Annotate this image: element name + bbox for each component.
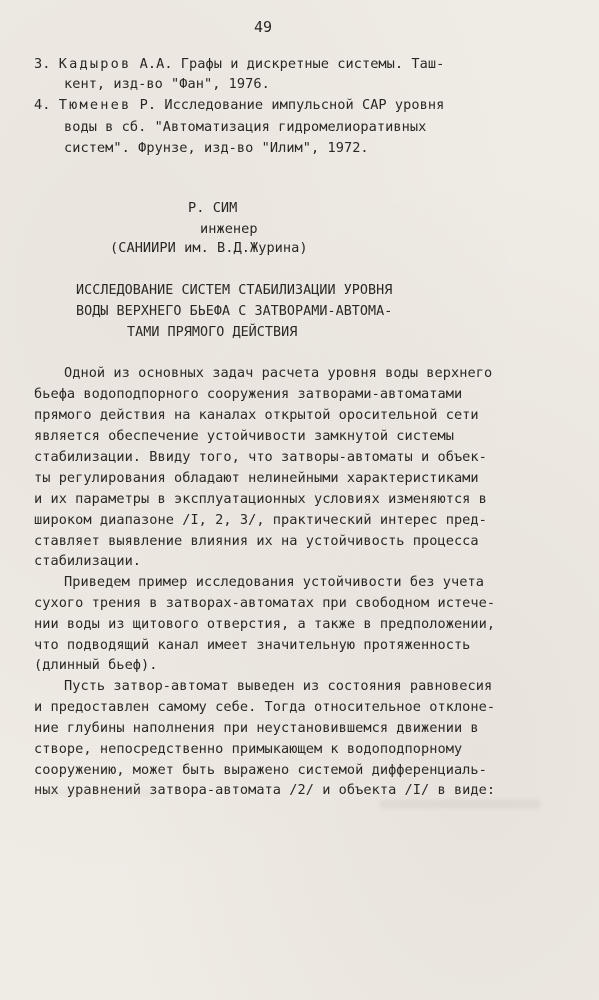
- paragraph-3-line: ние глубины наполнения при неустановившемся движении в: [34, 720, 479, 736]
- article-title-line-2: ВОДЫ ВЕРХНЕГО БЬЕФА С ЗАТВОРАМИ-АВТОМА-: [76, 304, 393, 319]
- reference-4-number: 4.: [34, 97, 51, 113]
- paragraph-1-line: Одной из основных задач расчета уровня воды верхнего: [64, 365, 493, 381]
- author-position: инженер: [200, 221, 258, 237]
- paragraph-3-line: и предоставлен самому себе. Тогда относительное отклоне-: [34, 699, 496, 715]
- reference-4-continuation-1: воды в сб. "Автоматизация гидромелиоративных: [64, 119, 427, 135]
- paragraph-2-line: Приведем пример исследования устойчивости без учета: [64, 574, 484, 590]
- reference-3-number: 3.: [34, 56, 51, 72]
- paragraph-3-line: ных уравнений затвора-автомата /2/ и объекта /I/ в виде:: [34, 782, 496, 798]
- paragraph-1-line: широком диапазоне /I, 2, 3/, практический интерес пред-: [34, 512, 487, 528]
- paragraph-3-line: сооружению, может быть выражено системой дифференциаль-: [34, 762, 487, 778]
- paragraph-1-line: стабилизации.: [34, 553, 142, 569]
- article-title-line-3: ТАМИ ПРЯМОГО ДЕЙСТВИЯ: [127, 325, 298, 340]
- reference-4-continuation-2: систем". Фрунзе, изд-во "Илим", 1972.: [64, 140, 369, 156]
- reference-3-continuation: кент, изд-во "Фан", 1976.: [64, 76, 270, 92]
- paragraph-2-line: нии воды из щитового отверстия, а также в предположении,: [34, 616, 496, 632]
- reference-4: [34, 97, 444, 114]
- paragraph-1-line: бьефа водоподпорного сооружения затворами-автоматами: [34, 386, 463, 402]
- paragraph-1-line: прямого действия на каналах открытой оросительной сети: [34, 407, 479, 423]
- reference-4-text: Р. Исследование импульсной САР уровня: [131, 97, 445, 113]
- reference-3-text: А.А. Графы и дискретные системы. Таш-: [131, 56, 445, 72]
- paragraph-1-line: стабилизации. Ввиду того, что затворы-автоматы и объек-: [34, 449, 487, 465]
- paragraph-2-line: что подводящий канал имеет значительную протяженность: [34, 637, 471, 653]
- author-name: Р. СИМ: [188, 200, 238, 216]
- paragraph-1-line: и их параметры в эксплуатационных условиях изменяются в: [34, 491, 487, 507]
- author-affiliation: (САНИИРИ им. В.Д.Журина): [110, 240, 308, 256]
- paragraph-1-line: ставляет выявление влияния их на устойчивость процесса: [34, 533, 479, 549]
- paragraph-3-line: створе, непосредственно примыкающем к водоподпорному: [34, 741, 463, 757]
- bleed-through-mark: [40, 790, 160, 796]
- article-title-line-1: ИССЛЕДОВАНИЕ СИСТЕМ СТАБИЛИЗАЦИИ УРОВНЯ: [76, 283, 393, 298]
- paragraph-2-line: сухого трения в затворах-автоматах при свободном истече-: [34, 595, 496, 611]
- paragraph-3-line: Пусть затвор-автомат выведен из состояния равновесия: [64, 678, 493, 694]
- reference-3: [34, 56, 444, 73]
- bleed-through-mark: [380, 800, 540, 808]
- paragraph-1-line: является обеспечение устойчивости замкнутой системы: [34, 428, 454, 444]
- paragraph-1-line: ты регулирования обладают нелинейными характеристиками: [34, 470, 479, 486]
- paragraph-2-line: (длинный бьеф).: [34, 657, 158, 673]
- reference-3-author: Кадыров: [58, 56, 132, 72]
- page-number: 49: [254, 18, 273, 36]
- reference-4-author: Тюменев: [58, 97, 132, 113]
